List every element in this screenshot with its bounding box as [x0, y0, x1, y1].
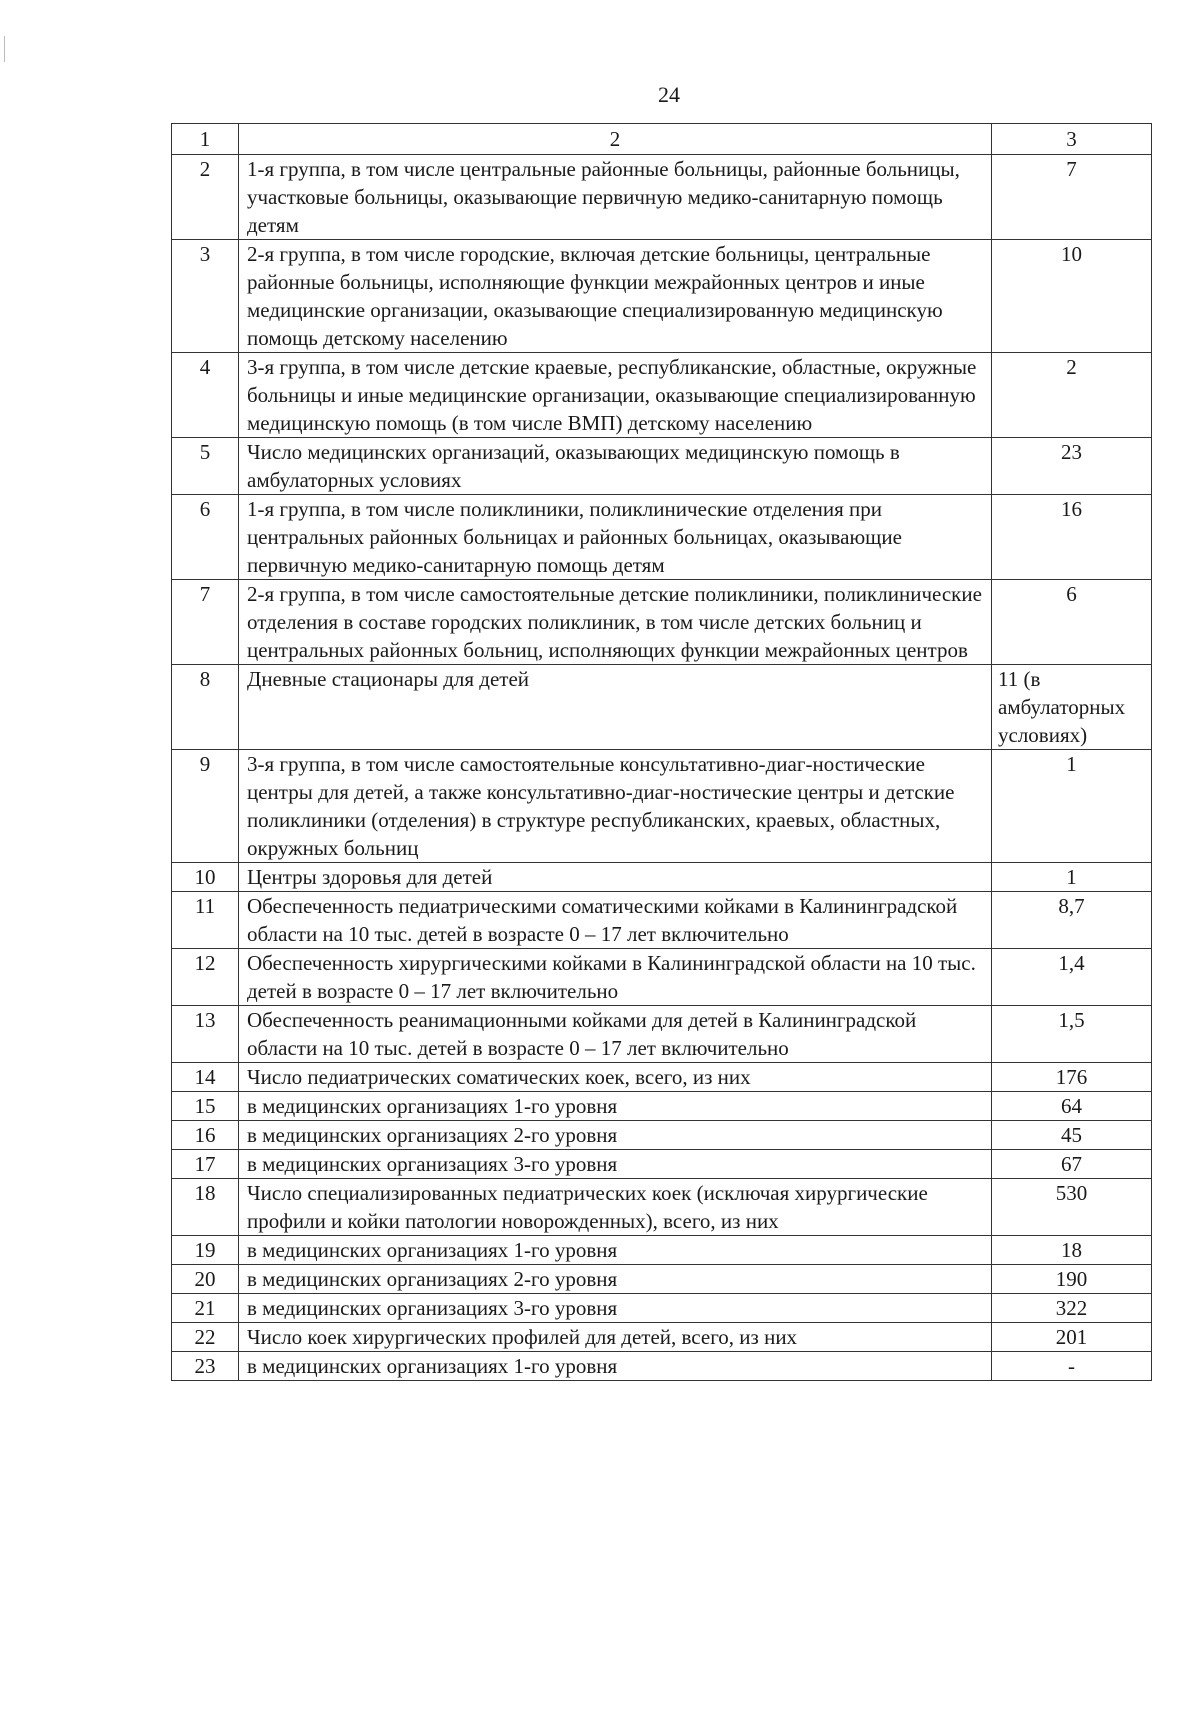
- row-number-cell: 21: [172, 1294, 239, 1323]
- table-row: [172, 580, 1152, 665]
- page-number: 24: [658, 82, 680, 107]
- scan-edge-mark: [4, 36, 5, 62]
- row-number-cell: 19: [172, 1236, 239, 1265]
- table-row: [172, 1236, 1152, 1265]
- value-cell: 201: [992, 1323, 1152, 1352]
- table-header-row: [172, 124, 1152, 155]
- row-number-cell: 10: [172, 863, 239, 892]
- row-number-cell: 3: [172, 240, 239, 353]
- indicator-cell: Центры здоровья для детей: [239, 863, 992, 892]
- row-number-cell: 11: [172, 892, 239, 949]
- row-number-cell: 16: [172, 1121, 239, 1150]
- value-cell: 16: [992, 495, 1152, 580]
- indicator-cell: 1-я группа, в том числе центральные районные больницы, районные больницы, участковые больницы, оказывающие первичную медико-санитарную помощь детям: [239, 155, 992, 240]
- row-number-cell: 13: [172, 1006, 239, 1063]
- table-row: [172, 1323, 1152, 1352]
- indicator-cell: 2-я группа, в том числе самостоятельные детские поликлиники, поликлинические отделения в составе городских поликлиник, в том числе детских больниц и центральных районных больниц, исполняющих функции межрайонных центров: [239, 580, 992, 665]
- table-row: [172, 1150, 1152, 1179]
- row-number-cell: 2: [172, 155, 239, 240]
- data-table: [171, 123, 1152, 1381]
- table-body: [172, 124, 1152, 1381]
- value-cell: 67: [992, 1150, 1152, 1179]
- row-number-cell: 23: [172, 1352, 239, 1381]
- value-cell: 10: [992, 240, 1152, 353]
- value-cell: 530: [992, 1179, 1152, 1236]
- table-row: [172, 1294, 1152, 1323]
- value-cell: 7: [992, 155, 1152, 240]
- indicator-cell: Обеспеченность реанимационными койками для детей в Калининградской области на 10 тыс. детей в возрасте 0 – 17 лет включительно: [239, 1006, 992, 1063]
- indicator-cell: Обеспеченность хирургическими койками в Калининградской области на 10 тыс. детей в возрасте 0 – 17 лет включительно: [239, 949, 992, 1006]
- row-number-cell: 15: [172, 1092, 239, 1121]
- table-row: [172, 353, 1152, 438]
- value-cell: 1: [992, 750, 1152, 863]
- value-cell: 176: [992, 1063, 1152, 1092]
- header-cell-2: 2: [239, 124, 992, 155]
- value-cell: 322: [992, 1294, 1152, 1323]
- value-cell: 2: [992, 353, 1152, 438]
- indicator-cell: Обеспеченность педиатрическими соматическими койками в Калининградской области на 10 тыс. детей в возрасте 0 – 17 лет включительно: [239, 892, 992, 949]
- value-cell: 11 (в амбулаторных условиях): [992, 665, 1152, 750]
- indicator-cell: Число педиатрических соматических коек, всего, из них: [239, 1063, 992, 1092]
- row-number-cell: 6: [172, 495, 239, 580]
- table-row: [172, 240, 1152, 353]
- value-cell: 1: [992, 863, 1152, 892]
- row-number-cell: 8: [172, 665, 239, 750]
- row-number-cell: 4: [172, 353, 239, 438]
- indicator-cell: 3-я группа, в том числе самостоятельные консультативно-диаг-ностические центры для детей, а также консультативно-диаг-ностические центры и детские поликлиники (отделения) в структуре республиканских, краевых, областных, окружных больниц: [239, 750, 992, 863]
- row-number-cell: 5: [172, 438, 239, 495]
- table-row: [172, 1265, 1152, 1294]
- table-row: [172, 1006, 1152, 1063]
- table-row: [172, 1121, 1152, 1150]
- row-number-cell: 17: [172, 1150, 239, 1179]
- indicator-cell: 2-я группа, в том числе городские, включая детские больницы, центральные районные больницы, исполняющие функции межрайонных центров и иные медицинские организации, оказывающие специализированную медицинскую помощь детскому населению: [239, 240, 992, 353]
- row-number-cell: 18: [172, 1179, 239, 1236]
- value-cell: 1,4: [992, 949, 1152, 1006]
- row-number-cell: 9: [172, 750, 239, 863]
- indicator-cell: в медицинских организациях 3-го уровня: [239, 1294, 992, 1323]
- table-row: [172, 949, 1152, 1006]
- indicator-cell: 3-я группа, в том числе детские краевые, республиканские, областные, окружные больницы и иные медицинские организации, оказывающие специализированную медицинскую помощь (в том числе ВМП) детскому населению: [239, 353, 992, 438]
- value-cell: 6: [992, 580, 1152, 665]
- indicator-cell: Число медицинских организаций, оказывающих медицинскую помощь в амбулаторных условиях: [239, 438, 992, 495]
- table-row: [172, 1063, 1152, 1092]
- table-row: [172, 1179, 1152, 1236]
- indicator-cell: в медицинских организациях 1-го уровня: [239, 1352, 992, 1381]
- table-row: [172, 1352, 1152, 1381]
- value-cell: -: [992, 1352, 1152, 1381]
- row-number-cell: 20: [172, 1265, 239, 1294]
- indicator-cell: 1-я группа, в том числе поликлиники, поликлинические отделения при центральных районных больницах и районных больницах, оказывающие первичную медико-санитарную помощь детям: [239, 495, 992, 580]
- indicator-cell: Число специализированных педиатрических коек (исключая хирургические профили и койки патологии новорожденных), всего, из них: [239, 1179, 992, 1236]
- table-row: [172, 1092, 1152, 1121]
- header-cell-3: 3: [992, 124, 1152, 155]
- value-cell: 23: [992, 438, 1152, 495]
- value-cell: 8,7: [992, 892, 1152, 949]
- indicator-cell: в медицинских организациях 1-го уровня: [239, 1092, 992, 1121]
- table-row: [172, 863, 1152, 892]
- indicator-cell: Число коек хирургических профилей для детей, всего, из них: [239, 1323, 992, 1352]
- indicator-cell: в медицинских организациях 2-го уровня: [239, 1265, 992, 1294]
- indicator-cell: Дневные стационары для детей: [239, 665, 992, 750]
- value-cell: 1,5: [992, 1006, 1152, 1063]
- row-number-cell: 12: [172, 949, 239, 1006]
- value-cell: 18: [992, 1236, 1152, 1265]
- table-row: [172, 155, 1152, 240]
- value-cell: 64: [992, 1092, 1152, 1121]
- indicator-cell: в медицинских организациях 2-го уровня: [239, 1121, 992, 1150]
- table-row: [172, 750, 1152, 863]
- row-number-cell: 14: [172, 1063, 239, 1092]
- table-row: [172, 495, 1152, 580]
- indicator-cell: в медицинских организациях 3-го уровня: [239, 1150, 992, 1179]
- header-cell-1: 1: [172, 124, 239, 155]
- value-cell: 45: [992, 1121, 1152, 1150]
- table-row: [172, 892, 1152, 949]
- row-number-cell: 22: [172, 1323, 239, 1352]
- table-row: [172, 438, 1152, 495]
- row-number-cell: 7: [172, 580, 239, 665]
- table-row: [172, 665, 1152, 750]
- value-cell: 190: [992, 1265, 1152, 1294]
- indicator-cell: в медицинских организациях 1-го уровня: [239, 1236, 992, 1265]
